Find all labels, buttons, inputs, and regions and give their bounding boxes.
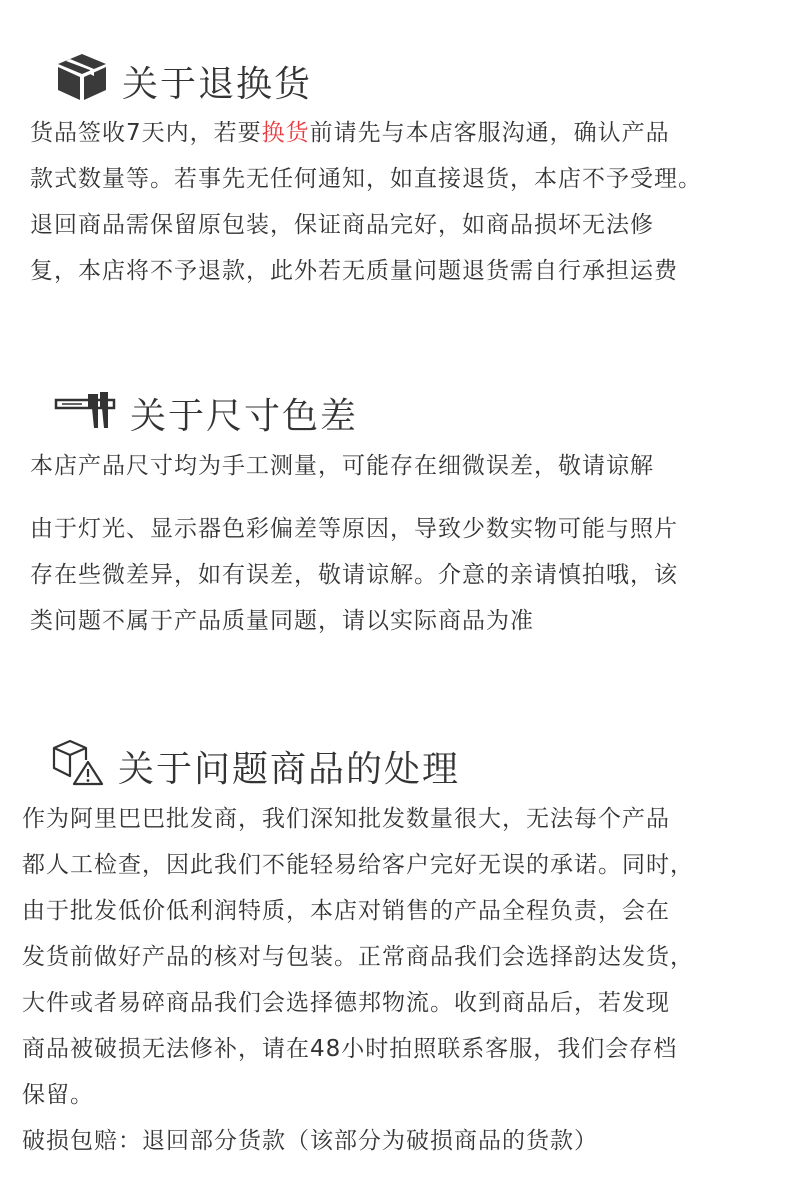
- return-line-2: 款式数量等。若事先无任何通知，如直接退货，本店不予受理。: [30, 166, 702, 192]
- size-paragraph: [30, 506, 678, 644]
- problem-line-4: 发货前做好产品的核对与包装。正常商品我们会选择韵达发货，: [22, 944, 694, 970]
- size-line-2: 存在些微差异，如有误差，敬请谅解。介意的亲请慎拍哦，该: [30, 562, 678, 588]
- return-paragraph: [30, 110, 702, 294]
- problem-line-6: 商品被破损无法修补，请在48小时拍照联系客服，我们会存档: [22, 1036, 678, 1062]
- return-section-title: [56, 52, 312, 111]
- problem-line-1: 作为阿里巴巴批发商，我们深知批发数量很大，无法每个产品: [22, 806, 670, 832]
- problem-title-text: 关于问题商品的处理: [118, 749, 461, 790]
- exchange-highlight: 换货: [261, 120, 310, 146]
- return-line-3: 退回商品需保留原包装，保证商品完好，如商品损坏无法修: [30, 212, 654, 238]
- size-line-1: 由于灯光、显示器色彩偏差等原因，导致少数实物可能与照片: [30, 516, 678, 542]
- return-line-4: 复，本店将不予退款，此外若无质量问题退货需自行承担运费: [30, 258, 678, 284]
- problem-line-2: 都人工检查，因此我们不能轻易给客户完好无误的承诺。同时，: [22, 852, 694, 878]
- size-title-text: 关于尺寸色差: [130, 396, 359, 437]
- size-intro: 本店产品尺寸均为手工测量，可能存在细微误差，敬请谅解: [30, 453, 654, 479]
- problem-line-5: 大件或者易碎商品我们会选择德邦物流。收到商品后，若发现: [22, 990, 670, 1016]
- damaged-box-warning-icon: [50, 738, 104, 795]
- box-icon: [56, 52, 108, 111]
- return-title-text: 关于退换货: [122, 64, 313, 105]
- problem-paragraph: [22, 796, 694, 1164]
- caliper-icon: [54, 388, 116, 439]
- size-line-3: 类问题不属于产品质量同题，请以实际商品为准: [30, 608, 534, 634]
- problem-line-3: 由于批发低价低利润特质，本店对销售的产品全程负责，会在: [22, 898, 670, 924]
- return-line-1: 货品签收7天内，若要换货前请先与本店客服沟通，确认产品: [30, 120, 670, 146]
- size-section-title: [54, 388, 358, 439]
- problem-line-8: 破损包赔：退回部分货款（该部分为破损商品的货款）: [22, 1128, 598, 1154]
- problem-line-7: 保留。: [22, 1082, 94, 1108]
- problem-section-title: [50, 738, 460, 795]
